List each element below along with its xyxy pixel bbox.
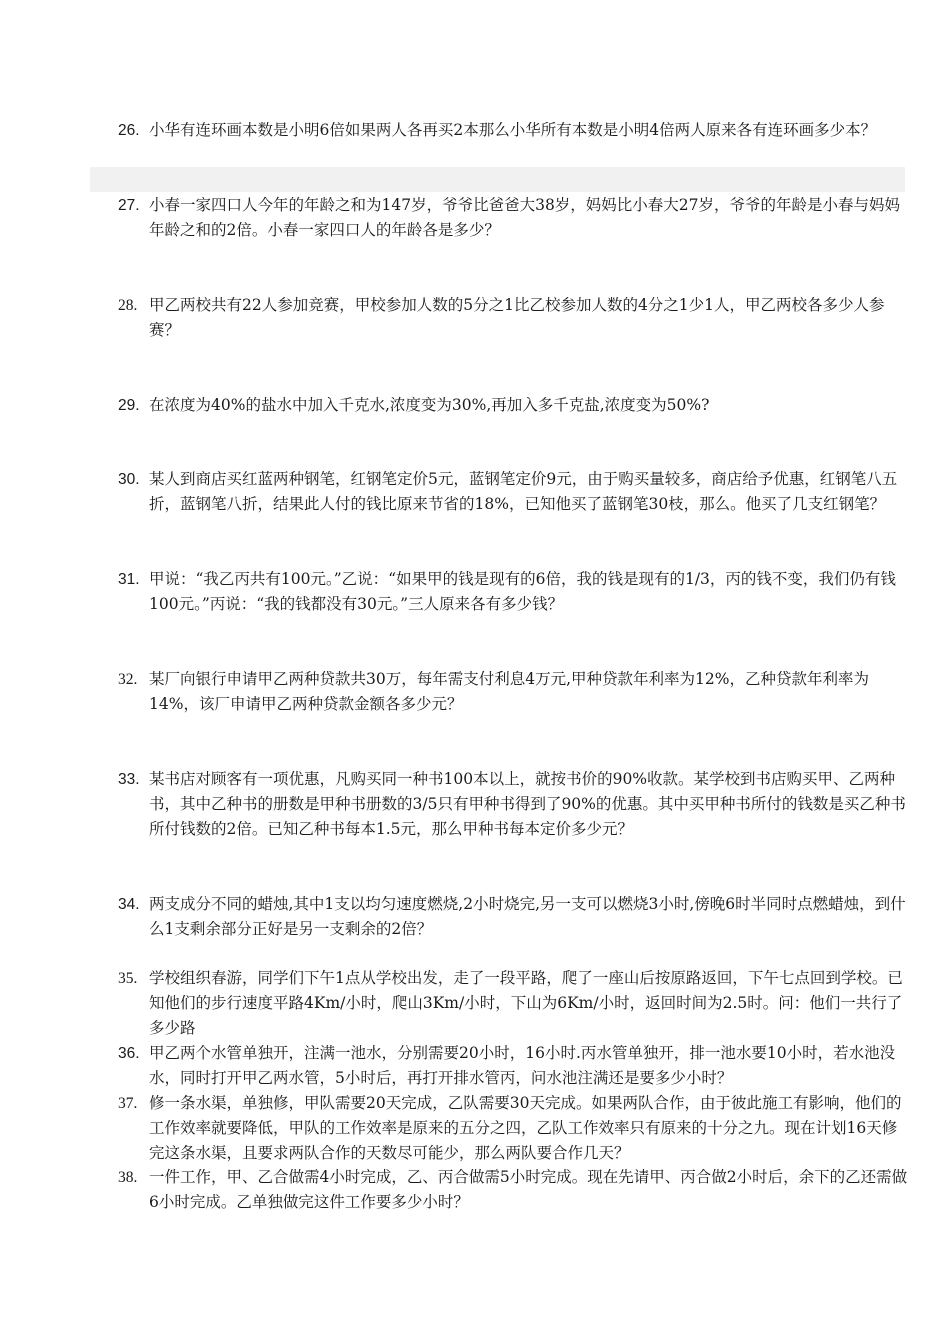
question-number: 38. — [118, 1169, 138, 1186]
question-text: 学校组织春游，同学们下午1点从学校出发，走了一段平路，爬了一座山后按原路返回，下午七点回到学校。已知他们的步行速度平路4Km/小时，爬山3Km/小时，下山为6Km/小时，返回时间为2.5时。问：他们一共行了多少路 — [149, 969, 903, 1037]
question-36 — [118, 1041, 908, 1091]
question-number: 35. — [118, 970, 138, 987]
question-text: 一件工作，甲、乙合做需4小时完成，乙、丙合做需5小时完成。现在先请甲、丙合做2小时后，余下的乙还需做6小时完成。乙单独做完这件工作要多少小时？ — [149, 1168, 908, 1211]
question-text: 某厂向银行申请甲乙两种贷款共30万，每年需支付利息4万元,甲种贷款年利率为12%，乙种贷款年利率为14%，该厂申请甲乙两种贷款金额各多少元？ — [149, 670, 869, 713]
question-37 — [118, 1091, 908, 1166]
question-text: 小华有连环画本数是小明6倍如果两人各再买2本那么小华所有本数是小明4倍两人原来各有连环画多少本？ — [149, 121, 877, 139]
question-number: 34. — [118, 896, 140, 913]
question-27 — [118, 193, 908, 243]
question-text: 在浓度为40%的盐水中加入千克水,浓度变为30%,再加入多千克盐,浓度变为50%? — [149, 396, 710, 414]
question-30 — [118, 467, 908, 517]
question-34 — [118, 892, 908, 942]
question-32 — [118, 667, 908, 717]
question-33 — [118, 767, 908, 842]
highlight-band — [90, 167, 905, 192]
question-text: 某人到商店买红蓝两种钢笔，红钢笔定价5元，蓝钢笔定价9元，由于购买量较多，商店给予优惠，红钢笔八五折，蓝钢笔八折，结果此人付的钱比原来节省的18%，已知他买了蓝钢笔30枝，那么。他买了几支红钢笔？ — [149, 470, 898, 513]
question-text: 甲乙两校共有22人参加竞赛，甲校参加人数的5分之1比乙校参加人数的4分之1少1人，甲乙两校各多少人参赛？ — [149, 296, 885, 339]
question-text: 甲说：“我乙丙共有100元。”乙说：“如果甲的钱是现有的6倍，我的钱是现有的1/3，丙的钱不变，我们仍有钱100元。”丙说：“我的钱都没有30元。”三人原来各有多少钱？ — [149, 570, 896, 613]
question-text: 修一条水渠，单独修，甲队需要20天完成，乙队需要30天完成。如果两队合作，由于彼此施工有影响，他们的工作效率就要降低，甲队的工作效率是原来的五分之四，乙队工作效率只有原来的十分之九。现在计划16天修完这条水渠，且要求两队合作的天数尽可能少，那么两队要合作几天？ — [149, 1094, 902, 1162]
question-26 — [118, 118, 908, 143]
question-number: 30. — [118, 471, 140, 488]
question-29 — [118, 393, 908, 418]
question-number: 31. — [118, 571, 140, 588]
question-text: 甲乙两个水管单独开，注满一池水，分别需要20小时，16小时.丙水管单独开，排一池水要10小时，若水池没水，同时打开甲乙两水管，5小时后，再打开排水管丙，问水池注满还是要多少小时？ — [149, 1044, 896, 1087]
question-31 — [118, 567, 908, 617]
question-text: 两支成分不同的蜡烛,其中1支以均匀速度燃烧,2小时烧完,另一支可以燃烧3小时,傍晚6时半同时点燃蜡烛，到什么1支剩余部分正好是另一支剩余的2倍？ — [149, 895, 906, 938]
question-number: 27. — [118, 197, 140, 214]
question-28 — [118, 293, 908, 343]
question-number: 26. — [118, 122, 140, 139]
question-number: 36. — [118, 1045, 140, 1062]
question-number: 29. — [118, 397, 140, 414]
question-38 — [118, 1165, 908, 1215]
question-text: 小春一家四口人今年的年龄之和为147岁，爷爷比爸爸大38岁，妈妈比小春大27岁，爷爷的年龄是小春与妈妈年龄之和的2倍。小春一家四口人的年龄各是多少？ — [149, 196, 901, 239]
question-number: 37. — [118, 1095, 138, 1112]
question-text: 某书店对顾客有一项优惠，凡购买同一种书100本以上，就按书价的90%收款。某学校到书店购买甲、乙两种书，其中乙种书的册数是甲种书册数的3/5只有甲种书得到了90%的优惠。其中买甲种书所付的钱数是买乙种书所付钱数的2倍。已知乙种书每本1.5元，那么甲种书每本定价多少元？ — [149, 770, 906, 838]
question-35 — [118, 966, 908, 1041]
question-number: 28. — [118, 297, 138, 314]
question-number: 32. — [118, 671, 138, 688]
question-number: 33. — [118, 771, 140, 788]
